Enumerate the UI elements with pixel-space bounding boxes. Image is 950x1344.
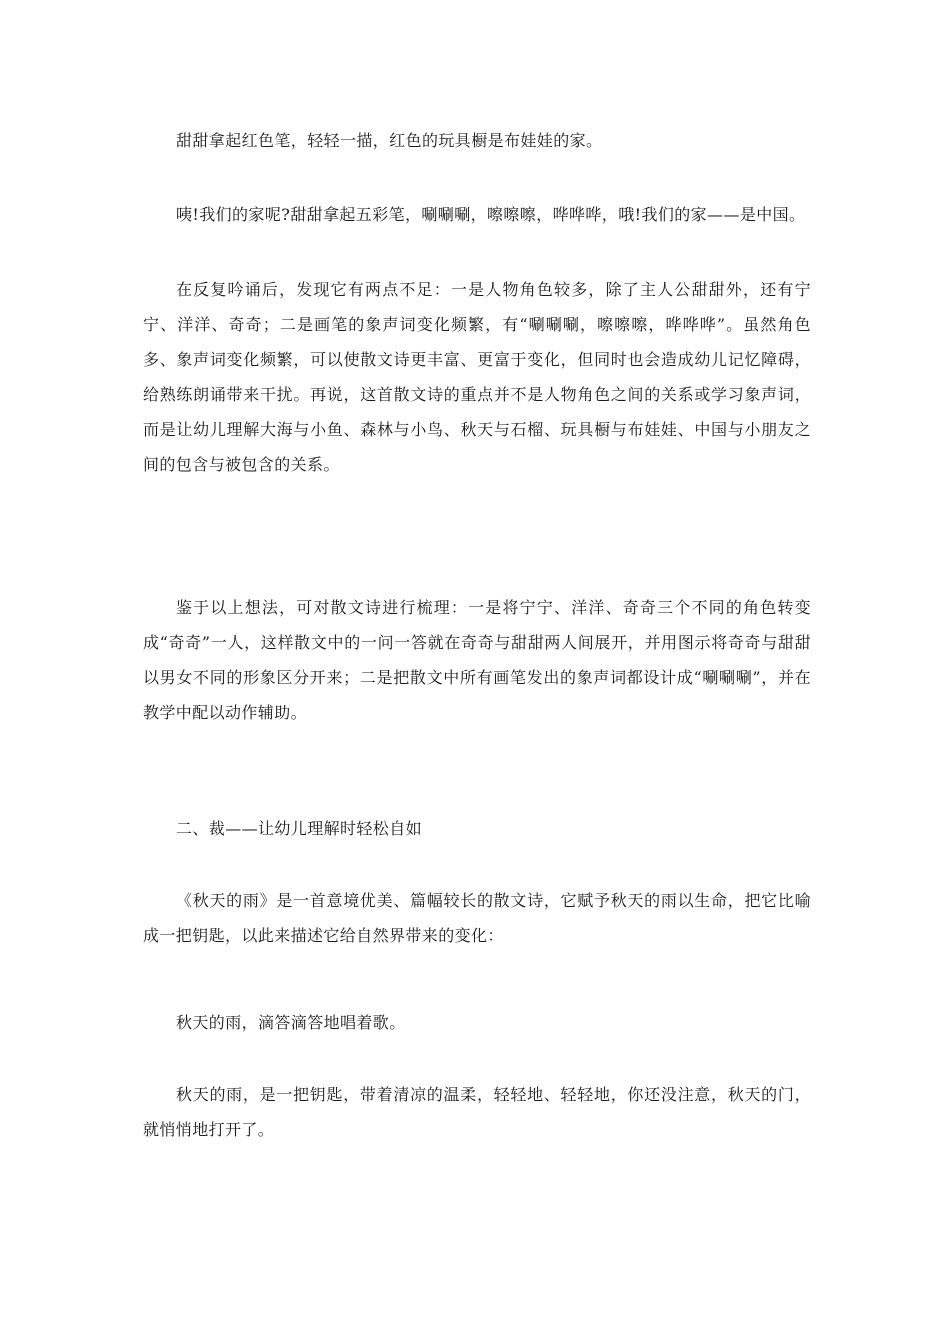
- paragraph-our-home-china: 咦!我们的家呢?甜甜拿起五彩笔，唰唰唰，嚓嚓嚓，哗哗哗，哦!我们的家——是中国。: [176, 205, 806, 224]
- paragraph-autumn-rain-intro: 《秋天的雨》是一首意境优美、篇幅较长的散文诗，它赋予秋天的雨以生命，把它比喻成一把钥匙，以此来描述它给自然界带来的变化：: [143, 891, 811, 945]
- paragraph-doll-home: 甜甜拿起红色笔，轻轻一描，红色的玩具橱是布娃娃的家。: [176, 131, 603, 150]
- paragraph-revision-plan: 鉴于以上想法，可对散文诗进行梳理：一是将宁宁、洋洋、奇奇三个不同的角色转变成“奇奇”一人，这样散文中的一问一答就在奇奇与甜甜两人间展开，并用图示将奇奇与甜甜以男女不同的形象区分开来；二是把散文中所有画笔发出的象声词都设计成“唰唰唰”，并在教学中配以动作辅助。: [143, 598, 811, 722]
- paragraph-shortcomings: 在反复吟诵后，发现它有两点不足：一是人物角色较多，除了主人公甜甜外，还有宁宁、洋洋、奇奇；二是画笔的象声词变化频繁，有“唰唰唰，嚓嚓嚓，哗哗哗”。虽然角色多、象声词变化频繁，可以使散文诗更丰富、更富于变化，但同时也会造成幼儿记忆障碍，给熟练朗诵带来干扰。再说，这首散文诗的重点并不是人物角色之间的关系或学习象声词，而是让幼儿理解大海与小鱼、森林与小鸟、秋天与石榴、玩具橱与布娃娃、中国与小朋友之间的包含与被包含的关系。: [143, 280, 811, 474]
- section-heading: 二、裁——让幼儿理解时轻松自如: [176, 819, 423, 838]
- paragraph-autumn-rain-key: 秋天的雨，是一把钥匙，带着清凉的温柔，轻轻地、轻轻地，你还没注意，秋天的门，就悄悄地打开了。: [143, 1085, 811, 1139]
- paragraph-autumn-rain-song: 秋天的雨，滴答滴答地唱着歌。: [176, 1013, 406, 1032]
